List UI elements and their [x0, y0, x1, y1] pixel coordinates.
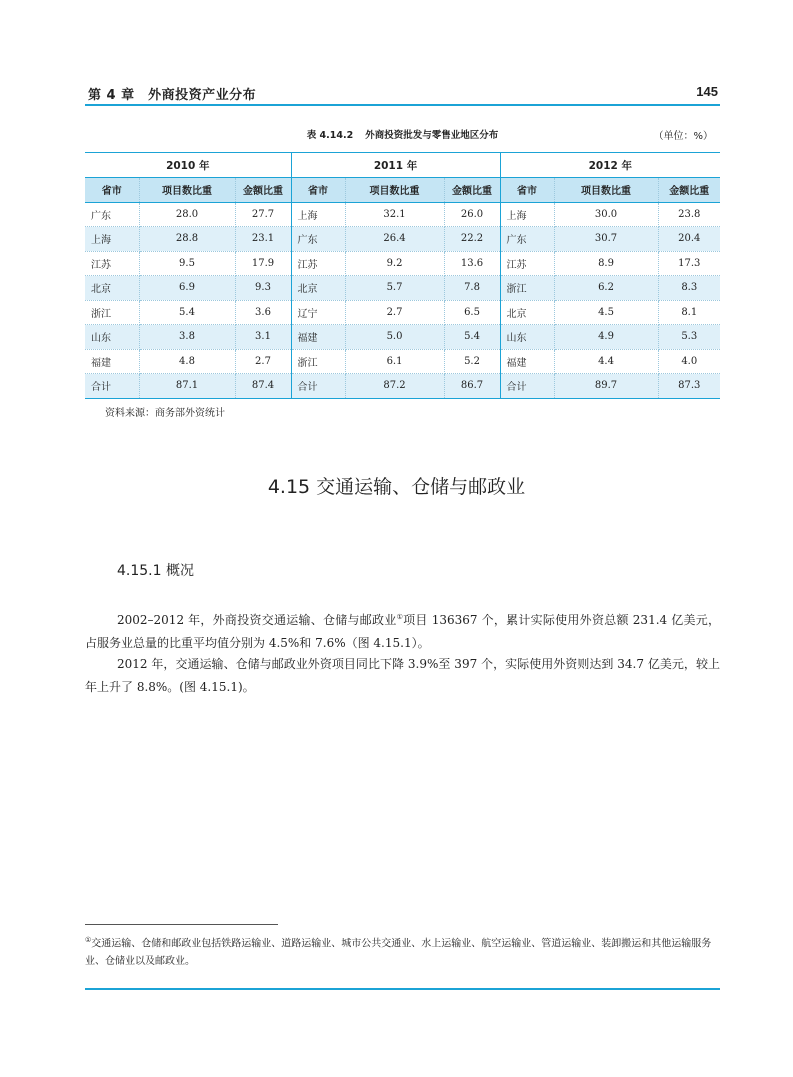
paragraph-1	[85, 606, 720, 655]
table-body	[85, 202, 720, 398]
province-cell: 浙江	[500, 276, 554, 301]
province-cell: 福建	[291, 325, 345, 350]
project-share-cell: 30.7	[554, 227, 658, 252]
table-row	[85, 276, 720, 301]
table-caption-number: 表 4.14.2	[306, 130, 354, 141]
running-header	[85, 84, 720, 106]
amount-share-cell: 23.1	[235, 227, 291, 252]
footnote	[85, 931, 720, 971]
province-cell: 北京	[291, 276, 345, 301]
table-source: 资料来源：商务部外资统计	[105, 408, 225, 419]
amount-share-cell: 27.7	[235, 202, 291, 227]
province-cell: 上海	[85, 227, 139, 252]
paragraph-2: 2012 年，交通运输、仓储与邮政业外资项目同比下降 3.9%至 397 个，实际使用外资则达到 34.7 亿美元，较上年上升了 8.8%。(图 4.15.1)。	[85, 657, 720, 694]
project-share-cell: 4.8	[139, 349, 235, 374]
province-cell: 合计	[291, 374, 345, 399]
amount-share-cell: 7.8	[444, 276, 500, 301]
table-row	[85, 251, 720, 276]
project-share-cell: 4.5	[554, 300, 658, 325]
project-share-cell: 30.0	[554, 202, 658, 227]
footnote-mark: ①	[85, 936, 92, 944]
project-share-cell: 5.4	[139, 300, 235, 325]
amount-share-cell: 8.1	[658, 300, 720, 325]
footnote-rule	[85, 924, 278, 925]
project-share-cell: 6.2	[554, 276, 658, 301]
province-cell: 江苏	[291, 251, 345, 276]
province-cell: 江苏	[500, 251, 554, 276]
footnote-text: 交通运输、仓储和邮政业包括铁路运输业、道路运输业、城市公共交通业、水上运输业、航空运输业、管道运输业、装卸搬运和其他运输服务业、仓储业以及邮政业。	[85, 938, 712, 968]
amount-share-cell: 3.6	[235, 300, 291, 325]
province-cell: 广东	[291, 227, 345, 252]
col-header-province: 省市	[85, 178, 139, 203]
col-header-province: 省市	[500, 178, 554, 203]
project-share-cell: 2.7	[345, 300, 444, 325]
total-row	[85, 374, 720, 399]
table-caption	[85, 127, 720, 143]
province-cell: 山东	[85, 325, 139, 350]
province-cell: 浙江	[85, 300, 139, 325]
col-header-project-share: 项目数比重	[139, 178, 235, 203]
province-cell: 合计	[85, 374, 139, 399]
amount-share-cell: 20.4	[658, 227, 720, 252]
amount-share-cell: 23.8	[658, 202, 720, 227]
province-cell: 北京	[500, 300, 554, 325]
column-header-row	[85, 178, 720, 203]
year-header: 2010 年	[85, 153, 291, 178]
project-share-cell: 28.8	[139, 227, 235, 252]
province-cell: 福建	[85, 349, 139, 374]
project-share-cell: 4.9	[554, 325, 658, 350]
project-share-cell: 5.0	[345, 325, 444, 350]
project-share-cell: 5.7	[345, 276, 444, 301]
year-header: 2011 年	[291, 153, 500, 178]
project-share-cell: 32.1	[345, 202, 444, 227]
province-cell: 浙江	[291, 349, 345, 374]
project-share-cell: 8.9	[554, 251, 658, 276]
amount-share-cell: 4.0	[658, 349, 720, 374]
col-header-amount-share: 金额比重	[658, 178, 720, 203]
col-header-province: 省市	[291, 178, 345, 203]
table-row	[85, 325, 720, 350]
amount-share-cell: 22.2	[444, 227, 500, 252]
amount-share-cell: 9.3	[235, 276, 291, 301]
project-share-cell: 28.0	[139, 202, 235, 227]
col-header-amount-share: 金额比重	[444, 178, 500, 203]
amount-share-cell: 8.3	[658, 276, 720, 301]
section-title: 4.15 交通运输、仓储与邮政业	[267, 476, 526, 498]
project-share-cell: 4.4	[554, 349, 658, 374]
amount-share-cell: 26.0	[444, 202, 500, 227]
amount-share-cell: 13.6	[444, 251, 500, 276]
header-rule	[85, 104, 720, 106]
project-share-cell: 89.7	[554, 374, 658, 399]
amount-share-cell: 2.7	[235, 349, 291, 374]
province-cell: 山东	[500, 325, 554, 350]
amount-share-cell: 5.3	[658, 325, 720, 350]
project-share-cell: 6.1	[345, 349, 444, 374]
amount-share-cell: 17.3	[658, 251, 720, 276]
province-cell: 辽宁	[291, 300, 345, 325]
col-header-project-share: 项目数比重	[345, 178, 444, 203]
footnote-ref: ①	[396, 613, 404, 621]
province-cell: 上海	[500, 202, 554, 227]
province-cell: 广东	[85, 202, 139, 227]
province-cell: 江苏	[85, 251, 139, 276]
page-number: 145	[696, 84, 718, 99]
project-share-cell: 9.5	[139, 251, 235, 276]
table-row	[85, 300, 720, 325]
amount-share-cell: 17.9	[235, 251, 291, 276]
table-row	[85, 202, 720, 227]
amount-share-cell: 87.3	[658, 374, 720, 399]
amount-share-cell: 86.7	[444, 374, 500, 399]
project-share-cell: 26.4	[345, 227, 444, 252]
project-share-cell: 87.1	[139, 374, 235, 399]
table-row	[85, 349, 720, 374]
table-unit: （单位：%）	[653, 131, 713, 142]
region-distribution-table	[85, 152, 720, 399]
amount-share-cell: 5.2	[444, 349, 500, 374]
province-cell: 上海	[291, 202, 345, 227]
col-header-amount-share: 金额比重	[235, 178, 291, 203]
amount-share-cell: 5.4	[444, 325, 500, 350]
amount-share-cell: 3.1	[235, 325, 291, 350]
project-share-cell: 87.2	[345, 374, 444, 399]
year-header: 2012 年	[500, 153, 720, 178]
subsection-title: 4.15.1 概况	[117, 563, 194, 579]
amount-share-cell: 87.4	[235, 374, 291, 399]
col-header-project-share: 项目数比重	[554, 178, 658, 203]
table-row	[85, 227, 720, 252]
bottom-rule	[85, 988, 720, 990]
province-cell: 合计	[500, 374, 554, 399]
project-share-cell: 6.9	[139, 276, 235, 301]
amount-share-cell: 6.5	[444, 300, 500, 325]
province-cell: 福建	[500, 349, 554, 374]
table-caption-title: 外商投资批发与零售业地区分布	[365, 130, 499, 141]
chapter-title: 第 4 章 外商投资产业分布	[88, 88, 257, 103]
year-header-row	[85, 153, 720, 178]
paragraph-1-text-b: 项目 136367 个，累计实际使用外资总额 231.4 亿美元，占服务业总量的比重平均值分别为 4.5%和 7.6%（图 4.15.1）。	[85, 613, 721, 650]
province-cell: 广东	[500, 227, 554, 252]
province-cell: 北京	[85, 276, 139, 301]
project-share-cell: 9.2	[345, 251, 444, 276]
paragraph-1-text-a: 2002–2012 年，外商投资交通运输、仓储与邮政业	[117, 613, 397, 627]
project-share-cell: 3.8	[139, 325, 235, 350]
